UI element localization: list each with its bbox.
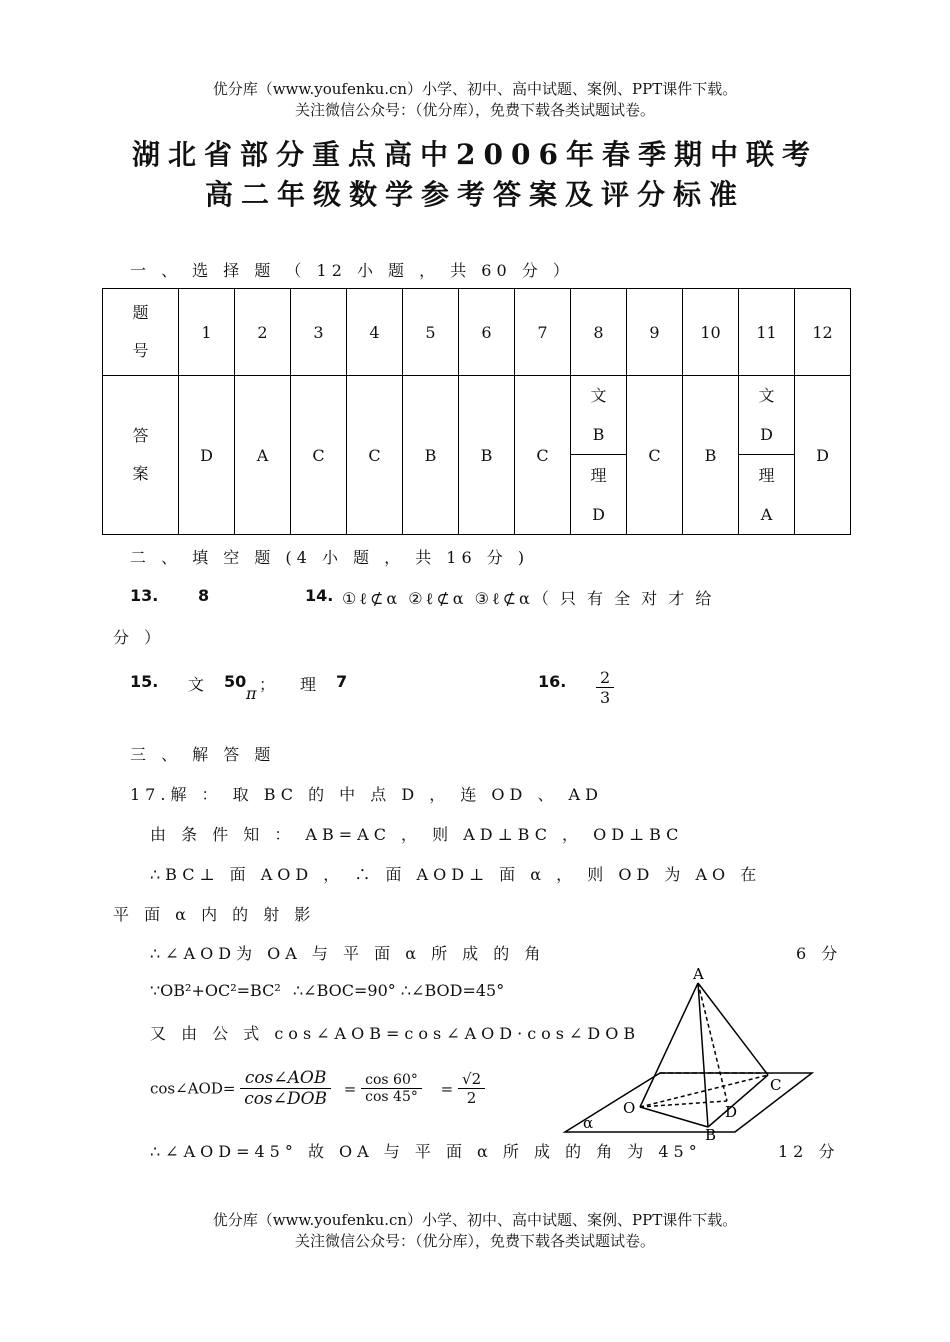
answer-table [102, 288, 851, 535]
label-C: C [770, 1076, 782, 1094]
label-A: A [693, 965, 704, 983]
q16-number: 16. [538, 672, 567, 691]
footer-line-1: 优分库（www.youfenku.cn）小学、初中、高中试题、案例、PPT课件下载。 [212, 1211, 738, 1229]
q15-li-value: 7 [336, 672, 348, 691]
label-D: D [725, 1103, 738, 1121]
q16-numerator: 2 [596, 668, 614, 688]
solution-line-1: 17.解 ： 取 BC 的 中 点 D ， 连 OD 、 AD [130, 785, 603, 804]
solution-line-2: 由 条 件 知 ： AB=AC ， 则 AD⊥BC ， OD⊥BC [150, 825, 684, 844]
table-row-numbers [103, 289, 851, 376]
section3-heading: 三 、 解 答 题 [130, 745, 276, 764]
q14-answer: ①ℓ⊄α ②ℓ⊄α ③ℓ⊄α（ 只 有 全 对 才 给 [342, 589, 715, 608]
q15-wen-value: 50 [224, 672, 247, 691]
answer-cell-q11-wen: 文 D [739, 376, 795, 455]
answer-cell-q8-wen: 文 B [571, 376, 627, 455]
q15-wen-label: 文 [188, 675, 210, 694]
q15-number: 15. [130, 672, 159, 691]
solution-line-6b: ∴∠BOC=90° ∴∠BOD=45° [293, 981, 505, 1000]
frac1-denominator: cos∠DOB [244, 1089, 328, 1109]
row-label-answer: 答案 [103, 376, 179, 535]
num-cell: 1 [179, 289, 235, 376]
answer-cell: C [515, 376, 571, 535]
num-cell: 10 [683, 289, 739, 376]
answer-cell: B [683, 376, 739, 535]
solution-formula [150, 1068, 485, 1109]
answer-cell: C [347, 376, 403, 535]
q16-fraction [596, 668, 614, 707]
solution-line-6a: ∵OB²+OC²=BC² [150, 981, 281, 1000]
num-cell: 3 [291, 289, 347, 376]
edge-OD [640, 1101, 727, 1107]
q14-tail: 分 ） [113, 628, 166, 647]
q13-answer: 8 [198, 586, 210, 605]
num-cell: 9 [627, 289, 683, 376]
section2-heading: 二 、 填 空 题 (4 小 题 ， 共 16 分 ) [130, 548, 530, 567]
frac1-numerator: cos∠AOB [240, 1068, 331, 1089]
answer-cell-q11-li: 理 A [739, 455, 795, 535]
q15-separator: ； [259, 675, 281, 694]
q13-number: 13. [130, 586, 159, 605]
title-line-1: 湖北省部分重点高中2006年春季期中联考 [132, 138, 818, 171]
answer-cell: C [291, 376, 347, 535]
num-cell: 5 [403, 289, 459, 376]
score-12: 12 分 [778, 1142, 840, 1161]
footer-line-2: 关注微信公众号：（优分库），免费下载各类试题试卷。 [294, 1232, 655, 1250]
formula-eq1: = [343, 1079, 357, 1098]
title-line-2: 高二年级数学参考答案及评分标准 [204, 178, 745, 211]
q16-denominator: 3 [600, 688, 611, 707]
num-cell: 11 [739, 289, 795, 376]
header-line-1: 优分库（www.youfenku.cn）小学、初中、高中试题、案例、PPT课件下载。 [212, 80, 738, 98]
label-alpha: α [583, 1114, 594, 1132]
solution-line-3: ∴BC⊥ 面 AOD ， ∴ 面 AOD⊥ 面 α ， 则 OD 为 AO 在 [150, 865, 762, 884]
row-label-number: 题号 [103, 289, 179, 376]
solution-line-5: ∴∠AOD为 OA 与 平 面 α 所 成 的 角 [150, 944, 546, 963]
solution-line-9: ∴∠AOD=45° 故 OA 与 平 面 α 所 成 的 角 为 45° [150, 1142, 702, 1161]
num-cell: 8 [571, 289, 627, 376]
answer-cell: D [179, 376, 235, 535]
answer-cell-q8-li: 理 D [571, 455, 627, 535]
num-cell: 7 [515, 289, 571, 376]
header-line-2: 关注微信公众号：（优分库），免费下载各类试题试卷。 [294, 101, 655, 119]
solution-line-4: 平 面 α 内 的 射 影 [113, 905, 316, 924]
answer-cell: B [459, 376, 515, 535]
formula-eq2: = [440, 1079, 454, 1098]
label-B: B [705, 1126, 717, 1140]
pyramid-figure [555, 965, 830, 1140]
table-row-answers [103, 376, 851, 455]
label-O: O [623, 1099, 636, 1117]
edge-OB [640, 1107, 708, 1127]
edge-AC [698, 983, 768, 1075]
q14-number: 14. [305, 586, 334, 605]
answer-cell: D [795, 376, 851, 535]
num-cell: 2 [235, 289, 291, 376]
formula-prefix: cos∠AOD= [150, 1079, 236, 1098]
pi-symbol: π [246, 684, 262, 703]
edge-AO [640, 983, 698, 1107]
answer-cell: C [627, 376, 683, 535]
section1-heading: 一 、 选 择 题 （ 12 小 题 ， 共 60 分 ） [130, 261, 574, 280]
frac3-numerator: √2 [458, 1070, 485, 1089]
solution-line-7: 又 由 公 式 cos∠AOB=cos∠AOD·cos∠DOB [150, 1024, 641, 1043]
score-6: 6 分 [796, 944, 843, 963]
frac2-numerator: cos 60° [361, 1072, 422, 1089]
frac3-denominator: 2 [466, 1089, 477, 1107]
q15-li-label: 理 [300, 675, 322, 694]
num-cell: 4 [347, 289, 403, 376]
num-cell: 6 [459, 289, 515, 376]
answer-cell: A [235, 376, 291, 535]
frac2-denominator: cos 45° [365, 1089, 418, 1105]
num-cell: 12 [795, 289, 851, 376]
answer-cell: B [403, 376, 459, 535]
